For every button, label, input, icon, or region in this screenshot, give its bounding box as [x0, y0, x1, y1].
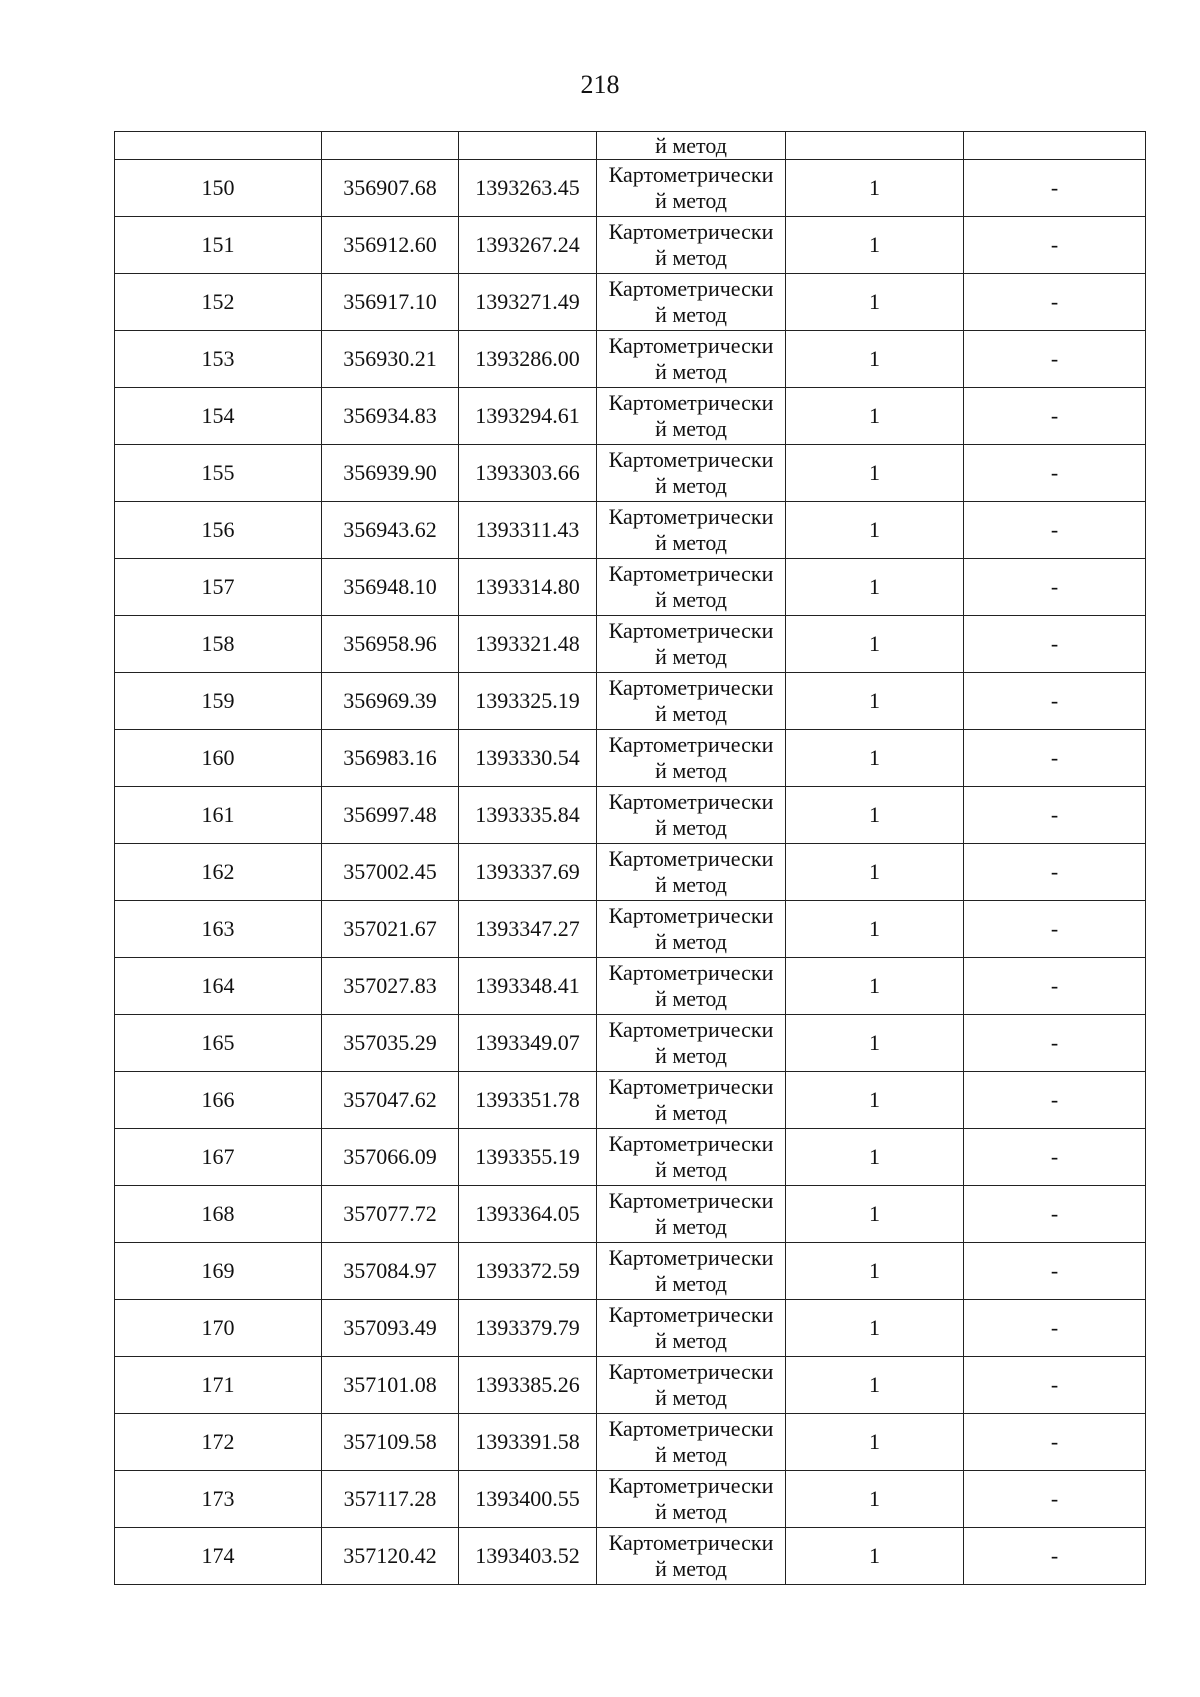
- note-cell: -: [964, 1072, 1146, 1129]
- method-line-1: Картометрически: [608, 732, 774, 757]
- table-row: [115, 1471, 1146, 1528]
- method-line-1: Картометрически: [608, 1530, 774, 1555]
- accuracy-cell: 1: [786, 331, 964, 388]
- method-line-2: й метод: [655, 416, 727, 441]
- x-coordinate-cell: 356917.10: [322, 274, 459, 331]
- method-cell: [597, 730, 786, 787]
- accuracy-cell: 1: [786, 901, 964, 958]
- coordinates-table-body: [115, 132, 1146, 1585]
- table-row: [115, 901, 1146, 958]
- x-coordinate-cell: 357101.08: [322, 1357, 459, 1414]
- accuracy-cell: 1: [786, 445, 964, 502]
- y-coordinate-cell: 1393400.55: [459, 1471, 597, 1528]
- method-line-2: й метод: [655, 1499, 727, 1524]
- method-cell: [597, 1357, 786, 1414]
- table-row: [115, 1186, 1146, 1243]
- point-id-cell: 161: [115, 787, 322, 844]
- point-id-cell: 150: [115, 160, 322, 217]
- table-row: [115, 673, 1146, 730]
- note-cell: -: [964, 1300, 1146, 1357]
- method-cell: [597, 958, 786, 1015]
- point-id-cell: 169: [115, 1243, 322, 1300]
- y-coordinate-cell: 1393303.66: [459, 445, 597, 502]
- method-line-2: й метод: [655, 986, 727, 1011]
- note-cell: -: [964, 559, 1146, 616]
- method-cell: [597, 1186, 786, 1243]
- method-cell: [597, 1243, 786, 1300]
- table-row: [115, 502, 1146, 559]
- accuracy-cell: 1: [786, 1243, 964, 1300]
- method-cell: [597, 616, 786, 673]
- table-row: [115, 958, 1146, 1015]
- method-cell: [597, 1528, 786, 1585]
- x-coordinate-cell: 356969.39: [322, 673, 459, 730]
- table-row: [115, 445, 1146, 502]
- x-coordinate-cell: 357117.28: [322, 1471, 459, 1528]
- accuracy-cell: 1: [786, 1528, 964, 1585]
- accuracy-cell: 1: [786, 1300, 964, 1357]
- method-line-2: й метод: [655, 359, 727, 384]
- method-cell: [597, 274, 786, 331]
- x-coordinate-cell: 356907.68: [322, 160, 459, 217]
- y-coordinate-cell: 1393294.61: [459, 388, 597, 445]
- y-coordinate-cell: 1393349.07: [459, 1015, 597, 1072]
- point-id-cell: [115, 132, 322, 160]
- y-coordinate-cell: 1393330.54: [459, 730, 597, 787]
- accuracy-cell: 1: [786, 787, 964, 844]
- note-cell: -: [964, 1357, 1146, 1414]
- method-line-1: Картометрически: [608, 1302, 774, 1327]
- accuracy-cell: 1: [786, 160, 964, 217]
- method-line-2: й метод: [655, 1100, 727, 1125]
- point-id-cell: 159: [115, 673, 322, 730]
- method-line-2: й метод: [655, 1556, 727, 1581]
- method-cell: [597, 217, 786, 274]
- method-cell: [597, 1414, 786, 1471]
- note-cell: -: [964, 445, 1146, 502]
- point-id-cell: 160: [115, 730, 322, 787]
- x-coordinate-cell: 357035.29: [322, 1015, 459, 1072]
- note-cell: -: [964, 958, 1146, 1015]
- note-cell: -: [964, 217, 1146, 274]
- x-coordinate-cell: 356948.10: [322, 559, 459, 616]
- point-id-cell: 168: [115, 1186, 322, 1243]
- x-coordinate-cell: 357066.09: [322, 1129, 459, 1186]
- page-number: 218: [580, 70, 620, 99]
- y-coordinate-cell: 1393311.43: [459, 502, 597, 559]
- note-cell: -: [964, 730, 1146, 787]
- continuation-row: [115, 132, 1146, 160]
- note-cell: -: [964, 1186, 1146, 1243]
- method-line-2: й метод: [655, 1385, 727, 1410]
- note-cell: -: [964, 1414, 1146, 1471]
- point-id-cell: 158: [115, 616, 322, 673]
- table-row: [115, 1072, 1146, 1129]
- accuracy-cell: 1: [786, 1072, 964, 1129]
- method-line-2: й метод: [655, 815, 727, 840]
- method-line-2: й метод: [655, 245, 727, 270]
- accuracy-cell: 1: [786, 958, 964, 1015]
- accuracy-cell: 1: [786, 1414, 964, 1471]
- x-coordinate-cell: 356958.96: [322, 616, 459, 673]
- method-line-1: Картометрически: [608, 1074, 774, 1099]
- x-coordinate-cell: 356983.16: [322, 730, 459, 787]
- method-line-2: й метод: [655, 302, 727, 327]
- method-line-2: й метод: [655, 872, 727, 897]
- x-coordinate-cell: 356943.62: [322, 502, 459, 559]
- y-coordinate-cell: 1393335.84: [459, 787, 597, 844]
- method-line-1: Картометрически: [608, 162, 774, 187]
- method-cell: [597, 1471, 786, 1528]
- x-coordinate-cell: 357120.42: [322, 1528, 459, 1585]
- method-line-1: Картометрически: [608, 561, 774, 586]
- note-cell: -: [964, 331, 1146, 388]
- note-cell: -: [964, 1015, 1146, 1072]
- accuracy-cell: 1: [786, 559, 964, 616]
- note-cell: -: [964, 1129, 1146, 1186]
- table-row: [115, 1243, 1146, 1300]
- accuracy-cell: 1: [786, 502, 964, 559]
- y-coordinate-cell: 1393355.19: [459, 1129, 597, 1186]
- point-id-cell: 165: [115, 1015, 322, 1072]
- point-id-cell: 164: [115, 958, 322, 1015]
- x-coordinate-cell: 357077.72: [322, 1186, 459, 1243]
- y-coordinate-cell: 1393271.49: [459, 274, 597, 331]
- point-id-cell: 173: [115, 1471, 322, 1528]
- method-line-2: й метод: [655, 701, 727, 726]
- table-row: [115, 1015, 1146, 1072]
- method-cell: [597, 502, 786, 559]
- accuracy-cell: 1: [786, 616, 964, 673]
- method-line-2: й метод: [655, 530, 727, 555]
- y-coordinate-cell: 1393337.69: [459, 844, 597, 901]
- method-line-1: Картометрически: [608, 276, 774, 301]
- x-coordinate-cell: 357093.49: [322, 1300, 459, 1357]
- method-line-2: й метод: [655, 1271, 727, 1296]
- accuracy-cell: 1: [786, 217, 964, 274]
- method-cell: [597, 331, 786, 388]
- y-coordinate-cell: 1393385.26: [459, 1357, 597, 1414]
- accuracy-cell: 1: [786, 673, 964, 730]
- y-coordinate-cell: 1393372.59: [459, 1243, 597, 1300]
- point-id-cell: 172: [115, 1414, 322, 1471]
- note-cell: -: [964, 616, 1146, 673]
- method-line-2: й метод: [655, 188, 727, 213]
- note-cell: -: [964, 844, 1146, 901]
- point-id-cell: 170: [115, 1300, 322, 1357]
- table-row: [115, 787, 1146, 844]
- method-cell: [597, 445, 786, 502]
- y-coordinate-cell: 1393267.24: [459, 217, 597, 274]
- y-coordinate-cell: 1393347.27: [459, 901, 597, 958]
- coordinates-table: [114, 131, 1146, 1585]
- point-id-cell: 162: [115, 844, 322, 901]
- x-coordinate-cell: 356997.48: [322, 787, 459, 844]
- method-line-2: й метод: [655, 644, 727, 669]
- y-coordinate-cell: 1393314.80: [459, 559, 597, 616]
- x-coordinate-cell: 357027.83: [322, 958, 459, 1015]
- point-id-cell: 166: [115, 1072, 322, 1129]
- method-cell: [597, 844, 786, 901]
- y-coordinate-cell: 1393391.58: [459, 1414, 597, 1471]
- method-line-2: й метод: [655, 473, 727, 498]
- table-row: [115, 160, 1146, 217]
- note-cell: -: [964, 787, 1146, 844]
- method-line-1: Картометрически: [608, 1188, 774, 1213]
- x-coordinate-cell: 356939.90: [322, 445, 459, 502]
- point-id-cell: 151: [115, 217, 322, 274]
- table-row: [115, 388, 1146, 445]
- note-cell: -: [964, 1243, 1146, 1300]
- accuracy-cell: 1: [786, 844, 964, 901]
- note-cell: -: [964, 901, 1146, 958]
- table-row: [115, 274, 1146, 331]
- y-coordinate-cell: 1393364.05: [459, 1186, 597, 1243]
- method-line-1: Картометрически: [608, 618, 774, 643]
- table-row: [115, 559, 1146, 616]
- accuracy-cell: 1: [786, 274, 964, 331]
- table-row: [115, 1300, 1146, 1357]
- accuracy-cell: [786, 132, 964, 160]
- table-row: [115, 1357, 1146, 1414]
- method-cell: [597, 673, 786, 730]
- y-coordinate-cell: [459, 132, 597, 160]
- point-id-cell: 152: [115, 274, 322, 331]
- table-row: [115, 1414, 1146, 1471]
- note-cell: [964, 132, 1146, 160]
- note-cell: -: [964, 1528, 1146, 1585]
- method-cell: [597, 1129, 786, 1186]
- method-cell: [597, 559, 786, 616]
- x-coordinate-cell: 357021.67: [322, 901, 459, 958]
- y-coordinate-cell: 1393403.52: [459, 1528, 597, 1585]
- method-line-2: й метод: [655, 587, 727, 612]
- x-coordinate-cell: 357109.58: [322, 1414, 459, 1471]
- y-coordinate-cell: 1393286.00: [459, 331, 597, 388]
- point-id-cell: 167: [115, 1129, 322, 1186]
- note-cell: -: [964, 1471, 1146, 1528]
- method-line-1: Картометрически: [608, 960, 774, 985]
- table-row: [115, 1528, 1146, 1585]
- note-cell: -: [964, 160, 1146, 217]
- point-id-cell: 155: [115, 445, 322, 502]
- table-row: [115, 217, 1146, 274]
- method-line-2: й метод: [655, 758, 727, 783]
- method-line-2: й метод: [655, 1328, 727, 1353]
- method-line-1: Картометрически: [608, 1131, 774, 1156]
- accuracy-cell: 1: [786, 730, 964, 787]
- method-cell: [597, 1015, 786, 1072]
- method-cell: [597, 1300, 786, 1357]
- method-cell: [597, 160, 786, 217]
- table-row: [115, 730, 1146, 787]
- method-line-2: й метод: [655, 1442, 727, 1467]
- point-id-cell: 157: [115, 559, 322, 616]
- method-line-1: Картометрически: [608, 1359, 774, 1384]
- x-coordinate-cell: 357047.62: [322, 1072, 459, 1129]
- x-coordinate-cell: 356930.21: [322, 331, 459, 388]
- method-cell: [597, 787, 786, 844]
- y-coordinate-cell: 1393351.78: [459, 1072, 597, 1129]
- method-cell: [597, 388, 786, 445]
- method-line-1: Картометрически: [608, 903, 774, 928]
- x-coordinate-cell: 357002.45: [322, 844, 459, 901]
- accuracy-cell: 1: [786, 1357, 964, 1414]
- table-row: [115, 1129, 1146, 1186]
- point-id-cell: 174: [115, 1528, 322, 1585]
- y-coordinate-cell: 1393348.41: [459, 958, 597, 1015]
- note-cell: -: [964, 274, 1146, 331]
- x-coordinate-cell: 356912.60: [322, 217, 459, 274]
- method-line-1: Картометрически: [608, 675, 774, 700]
- accuracy-cell: 1: [786, 1129, 964, 1186]
- method-cell: [597, 132, 786, 160]
- y-coordinate-cell: 1393325.19: [459, 673, 597, 730]
- method-cell: [597, 901, 786, 958]
- y-coordinate-cell: 1393321.48: [459, 616, 597, 673]
- method-line-2: й метод: [655, 1157, 727, 1182]
- table-row: [115, 844, 1146, 901]
- point-id-cell: 154: [115, 388, 322, 445]
- method-line-1: Картометрически: [608, 1017, 774, 1042]
- accuracy-cell: 1: [786, 1471, 964, 1528]
- accuracy-cell: 1: [786, 1015, 964, 1072]
- note-cell: -: [964, 388, 1146, 445]
- x-coordinate-cell: 356934.83: [322, 388, 459, 445]
- accuracy-cell: 1: [786, 1186, 964, 1243]
- method-line-1: Картометрически: [608, 789, 774, 814]
- method-line-1: Картометрически: [608, 390, 774, 415]
- table-row: [115, 331, 1146, 388]
- method-line-1: Картометрически: [608, 333, 774, 358]
- accuracy-cell: 1: [786, 388, 964, 445]
- note-cell: -: [964, 502, 1146, 559]
- method-line-2: й метод: [655, 929, 727, 954]
- method-line-1: Картометрически: [608, 846, 774, 871]
- method-line-1: Картометрически: [608, 1416, 774, 1441]
- method-cell: [597, 1072, 786, 1129]
- point-id-cell: 163: [115, 901, 322, 958]
- note-cell: -: [964, 673, 1146, 730]
- method-line-1: Картометрически: [608, 1473, 774, 1498]
- point-id-cell: 153: [115, 331, 322, 388]
- method-tail-text: й метод: [655, 132, 727, 158]
- method-line-1: Картометрически: [608, 219, 774, 244]
- method-line-2: й метод: [655, 1043, 727, 1068]
- method-line-1: Картометрически: [608, 504, 774, 529]
- table-row: [115, 616, 1146, 673]
- y-coordinate-cell: 1393379.79: [459, 1300, 597, 1357]
- point-id-cell: 156: [115, 502, 322, 559]
- point-id-cell: 171: [115, 1357, 322, 1414]
- method-line-1: Картометрически: [608, 447, 774, 472]
- x-coordinate-cell: 357084.97: [322, 1243, 459, 1300]
- method-line-1: Картометрически: [608, 1245, 774, 1270]
- method-line-2: й метод: [655, 1214, 727, 1239]
- x-coordinate-cell: [322, 132, 459, 160]
- y-coordinate-cell: 1393263.45: [459, 160, 597, 217]
